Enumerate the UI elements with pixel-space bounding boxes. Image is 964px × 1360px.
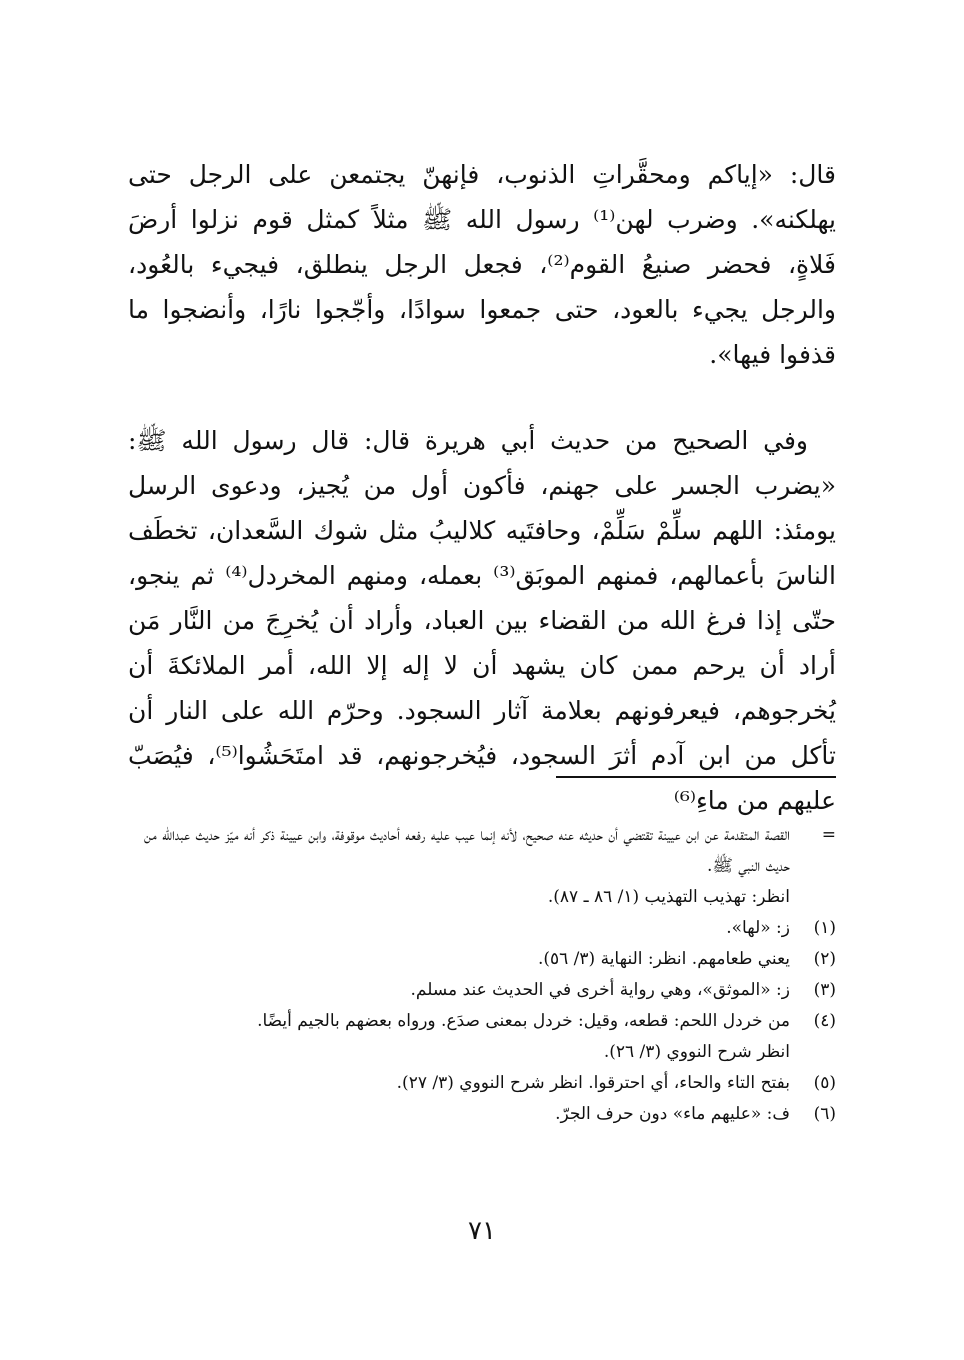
footnote-separator bbox=[556, 776, 836, 778]
footnote-4 bbox=[128, 1006, 848, 1068]
footnote-6 bbox=[128, 1099, 848, 1130]
footnote-marker: (٥) bbox=[813, 1073, 836, 1093]
body-paragraph-2: وفي الصحيح من حديث أبي هريرة قال: قال رسول الله ﷺ: «يضرب الجسر على جهنم، فأكون أول من يُجيز، ودعوى الرسل يومئذ: اللهم سلِّمْ سَلِّمْ، وحافتَيه كلاليبُ مثل شوك السَّعدان، تخطَف الناسَ بأعمالهم، فمنهم الموبَق⁽³⁾ بعمله، ومنهم المخردل⁽⁴⁾ ثم ينجو، حتّى إذا فرغ الله من القضاء بين العباد، وأراد أن يُخرِجَ من النَّار مَن أراد أن يرحم ممن كان يشهد أن لا إله إلا الله، أمر الملائكةَ أن يُخرجوهم، فيعرفونهم بعلامة آثار السجود. وحرّم الله على النار أن تأكل من ابن آدم أثرَ السجود، فيُخرجونهم، قد امتَحَشُوا⁽⁵⁾، فيُصَبّ عليهم من ماءِ⁽⁶⁾ bbox=[128, 426, 836, 815]
footnote-text: ز: «لها». bbox=[726, 918, 790, 938]
footnote-3 bbox=[128, 975, 848, 1006]
footnote-text: القصة المتقدمة عن ابن عيينة تقتضي أن حديثه عنه صحيح، لأنه إنما عيب عليه رفعه أحاديث موقوفة، وابن عيينة ذكر أنه ميّز حديث عبدالله من حديث النبي ﷺ. bbox=[144, 825, 790, 876]
footnote-continuation: انظر: تهذيب التهذيب (١/ ٨٦ ـ ٨٧). bbox=[547, 887, 790, 907]
footnote-continued bbox=[128, 820, 848, 913]
body-paragraph-1: قال: «إياكم ومحقَّراتِ الذنوب، فإنهنّ يجتمعن على الرجل حتى يهلكنه». وضرب لهن⁽¹⁾ رسول الله ﷺ مثلاً كمثل قوم نزلوا أرضَ فَلاةٍ، فحضر صنيعُ القوم⁽²⁾، فجعل الرجل ينطلق، فيجيء بالعُود، والرجل يجيء بالعود، حتى جمعوا سوادًا، وأجّجوا نارًا، وأنضجوا ما قذفوا فيها». bbox=[128, 160, 836, 369]
footnote-marker: (٤) bbox=[813, 1011, 836, 1031]
footnote-marker: (٣) bbox=[813, 980, 836, 1000]
footnote-continuation: انظر شرح النووي (٣/ ٢٦). bbox=[603, 1042, 790, 1062]
footnote-marker: (٢) bbox=[813, 949, 836, 969]
page-number: ٧١ bbox=[468, 1216, 496, 1246]
footnote-marker: (٦) bbox=[813, 1104, 836, 1124]
footnotes bbox=[128, 820, 848, 1130]
footnote-text: يعني طعامهم. انظر: النهاية (٣/ ٥٦). bbox=[537, 949, 790, 969]
footnote-marker: (١) bbox=[813, 918, 836, 938]
footnote-marker: = bbox=[821, 825, 836, 845]
footnote-5 bbox=[128, 1068, 848, 1099]
footnote-text: ف: «عليهم ماء» دون حرف الجرّ. bbox=[555, 1104, 790, 1124]
footnote-text: بفتح التاء والحاء، أي احترقوا. انظر شرح النووي (٣/ ٢٧). bbox=[396, 1073, 790, 1093]
footnote-text: من خردل اللحم: قطعه، وقيل: خردل بمعنى صدَع. ورواه بعضهم بالجيم أيضًا. bbox=[257, 1011, 790, 1031]
footnote-1 bbox=[128, 913, 848, 944]
footnote-text: ز: «الموثق»، وهي رواية أخرى في الحديث عند مسلم. bbox=[410, 980, 790, 1000]
footnote-2 bbox=[128, 944, 848, 975]
